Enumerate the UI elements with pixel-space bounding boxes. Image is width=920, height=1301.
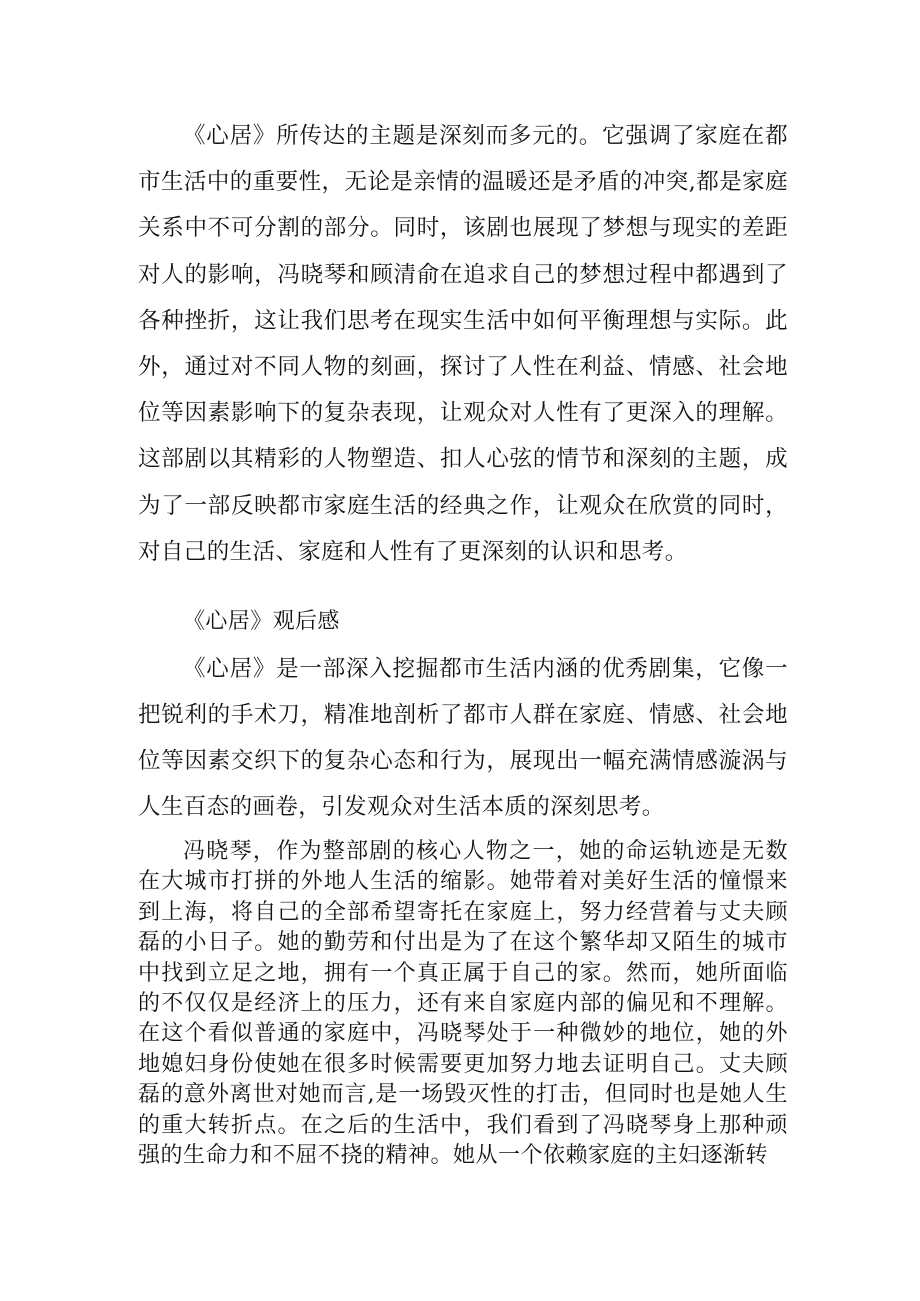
paragraph-intro: 《心居》是一部深入挖掘都市生活内涵的优秀剧集，它像一把锐利的手术刀，精准地剖析了都市人群在家庭、情感、社会地位等因素交织下的复杂心态和行为，展现出一幅充满情感漩涡与人生百态的画卷，引发观众对生活本质的深刻思考。 bbox=[138, 656, 788, 820]
paragraph-feng-xiaoqin: 冯晓琴，作为整部剧的核心人物之一，她的命运轨迹是无数在大城市打拼的外地人生活的缩影。她带着对美好生活的憧憬来到上海，将自己的全部希望寄托在家庭上，努力经营着与丈夫顾磊的小日子。她的勤劳和付出是为了在这个繁华却又陌生的城市中找到立足之地，拥有一个真正属于自己的家。然而，她所面临的不仅仅是经济上的压力，还有来自家庭内部的偏见和不理解。在这个看似普通的家庭中，冯晓琴处于一种微妙的地位，她的外地媳妇身份使她在很多时候需要更加努力地去证明自己。丈夫顾磊的意外离世对她而言,是一场毁灭性的打击，但同时也是她人生的重大转折点。在之后的生活中，我们看到了冯晓琴身上那种顽强的生命力和不屈不挠的精神。她从一个依赖家庭的主妇逐渐转 bbox=[138, 839, 788, 1169]
section-heading: 《心居》观后感 bbox=[183, 609, 340, 634]
paragraph-theme: 《心居》所传达的主题是深刻而多元的。它强调了家庭在都市生活中的重要性，无论是亲情的温暖还是矛盾的冲突,都是家庭关系中不可分割的部分。同时，该剧也展现了梦想与现实的差距对人的影响，冯晓琴和顾清俞在追求自己的梦想过程中都遇到了各种挫折，这让我们思考在现实生活中如何平衡理想与实际。此外，通过对不同人物的刻画，探讨了人性在利益、情感、社会地位等因素影响下的复杂表现，让观众对人性有了更深入的理解。这部剧以其精彩的人物塑造、扣人心弦的情节和深刻的主题，成为了一部反映都市家庭生活的经典之作，让观众在欣赏的同时，对自己的生活、家庭和人性有了更深刻的认识和思考。 bbox=[138, 123, 788, 565]
